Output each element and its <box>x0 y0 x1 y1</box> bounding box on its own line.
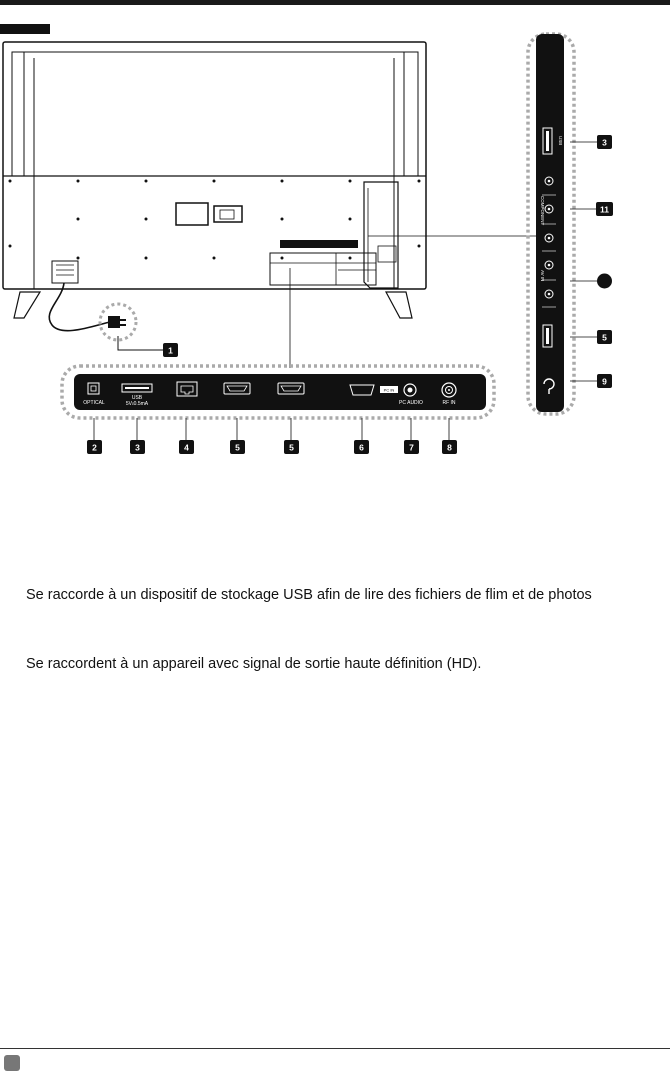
svg-text:2: 2 <box>92 442 97 453</box>
page-number-badge <box>4 1055 20 1071</box>
power-plug-icon <box>100 304 163 350</box>
svg-text:RF IN: RF IN <box>442 400 456 406</box>
tv-connection-diagram <box>0 0 670 470</box>
svg-text:9: 9 <box>602 376 607 387</box>
svg-text:5V⏓0.5mA: 5V⏓0.5mA <box>125 401 149 407</box>
svg-text:PC AUDIO: PC AUDIO <box>399 400 423 406</box>
svg-text:5: 5 <box>235 442 240 453</box>
callout-1 <box>163 343 178 357</box>
svg-text:OPTICAL: OPTICAL <box>83 400 105 406</box>
bottom-callouts <box>87 440 457 454</box>
side-callouts <box>596 135 613 388</box>
svg-text:6: 6 <box>359 442 364 453</box>
svg-text:5: 5 <box>289 442 294 453</box>
footer-rule <box>0 1048 670 1049</box>
svg-text:3: 3 <box>602 137 607 148</box>
usb-description: Se raccorde à un dispositif de stockage USB afin de lire des fichiers de flim et de photos <box>26 587 592 603</box>
svg-text:5: 5 <box>602 332 607 343</box>
bottom-connector-panel <box>62 366 494 418</box>
side-callout-blank <box>597 274 612 289</box>
tv-back-illustration <box>3 42 426 331</box>
svg-text:COMPONENT: COMPONENT <box>540 196 545 226</box>
svg-text:11: 11 <box>600 204 609 215</box>
svg-text:USB: USB <box>131 395 143 401</box>
hd-description: Se raccordent à un appareil avec signal de sortie haute définition (HD). <box>26 656 482 672</box>
side-connector-panel <box>528 34 574 414</box>
svg-text:8: 8 <box>447 442 452 453</box>
bottom-leaders <box>94 418 449 440</box>
svg-text:USB: USB <box>558 136 563 146</box>
svg-text:PC IN: PC IN <box>383 387 395 393</box>
svg-text:3: 3 <box>135 442 140 453</box>
svg-text:7: 7 <box>409 442 414 453</box>
svg-text:AV IN: AV IN <box>540 270 545 282</box>
svg-text:1: 1 <box>168 345 173 356</box>
svg-text:4: 4 <box>184 442 189 453</box>
